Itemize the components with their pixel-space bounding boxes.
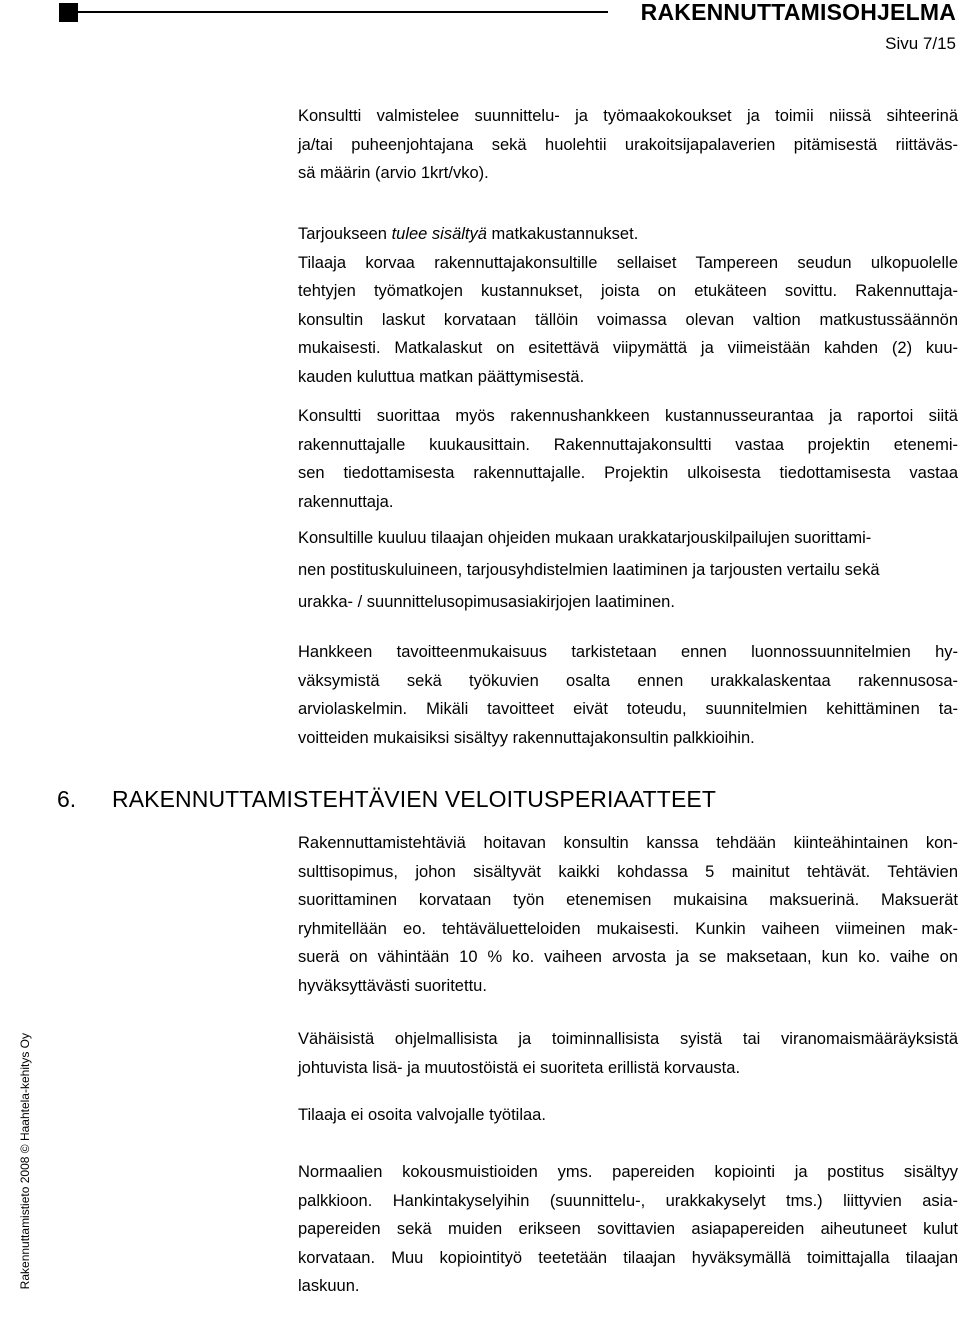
text-line: tehtyjen työmatkojen kustannukset, joista on etukäteen sovittu. Rakennuttaja- <box>298 282 958 300</box>
text-line: väksymistä sekä työkuvien osalta ennen urakkalaskentaa rakennusosa- <box>298 671 958 690</box>
text-line: nen postituskuluineen, tarjousyhdistelmien laatiminen ja tarjousten vertailu sekä <box>298 561 880 579</box>
paragraph-meetings <box>298 102 958 188</box>
text-line: hyväksyttävästi suoritettu. <box>298 976 487 995</box>
italic-text: tulee sisältyä <box>391 225 487 243</box>
text-line: sä määrin (arvio 1krt/vko). <box>298 164 489 182</box>
page-number: Sivu 7/15 <box>885 34 956 53</box>
copyright-side-text: Rakennuttamistieto 2008 © Haahtela-kehitys Oy <box>18 1033 32 1290</box>
text-line: korvataan. Muu kopiointityö teetetään tilaajan hyväksymällä toimittajalla tilaajan <box>298 1248 958 1267</box>
text-run: Tarjoukseen <box>298 225 392 243</box>
text-line: suorittaminen korvataan työn etenemisen mukaisina maksuerinä. Maksuerät <box>298 891 958 909</box>
paragraph-tendering <box>298 522 958 618</box>
text-line: voitteiden mukaisiksi sisältyy rakennuttajakonsultin palkkioihin. <box>298 728 755 747</box>
text-line: Rakennuttamistehtäviä hoitavan konsultin kanssa tehdään kiinteähintainen kon- <box>298 834 958 852</box>
paragraph-workspace <box>298 1101 958 1130</box>
text-line: urakka- / suunnittelusopimusasiakirjojen laatiminen. <box>298 593 675 611</box>
text-line: Normaalien kokousmuistioiden yms. papereiden kopiointi ja postitus sisältyy <box>298 1163 958 1181</box>
text-line: sulttisopimus, johon sisältyvät kaikki kohdassa 5 mainitut tehtävät. Tehtävien <box>298 862 958 881</box>
text-run: matkakustannukset. <box>486 225 639 243</box>
text-line: Hankkeen tavoitteenmukaisuus tarkistetaan ennen luonnossuunnitelmien hy- <box>298 643 958 661</box>
header-square-mark <box>59 3 78 22</box>
text-line: Vähäisistä ohjelmallisista ja toiminnallisista syistä tai viranomaismääräyksistä <box>298 1030 958 1048</box>
text-line: ja/tai puheenjohtajana sekä huolehtii urakoitsijapalaverien pitämisestä riittäväs- <box>298 135 958 154</box>
section-title: RAKENNUTTAMISTEHTÄVIEN VELOITUSPERIAATTEET <box>112 786 716 812</box>
text-line: palkkioon. Hankintakyselyihin (suunnittelu-, urakkakyselyt tms.) liittyvien asia- <box>298 1191 958 1210</box>
text-line: Tilaaja korvaa rakennuttajakonsultille sellaiset Tampereen seudun ulkopuolelle <box>298 253 958 272</box>
text-line: Tilaaja ei osoita valvojalle työtilaa. <box>298 1106 546 1124</box>
paragraph-minor-changes <box>298 1025 958 1082</box>
paragraph-copying <box>298 1158 958 1301</box>
document-title: RAKENNUTTAMISOHJELMA <box>640 0 956 25</box>
paragraph-fixed-price <box>298 829 958 1000</box>
section-number: 6. <box>57 786 77 812</box>
text-line: papereiden sekä muiden erikseen sovittavien asiapapereiden aiheutuneet kulut <box>298 1220 958 1238</box>
text-line: arviolaskelmin. Mikäli tavoitteet eivät toteudu, suunnitelmien kehittäminen ta- <box>298 700 958 718</box>
text-line: kauden kuluttua matkan päättymisestä. <box>298 367 585 386</box>
text-line: rakennuttajalle kuukausittain. Rakennuttajakonsultti vastaa projektin etenemi- <box>298 435 958 454</box>
paragraph-travel-costs <box>298 220 958 391</box>
text-line: johtuvista lisä- ja muutostöistä ei suoriteta erillistä korvausta. <box>298 1058 741 1077</box>
text-line: Konsultti valmistelee suunnittelu- ja työmaakokoukset ja toimii niissä sihteerinä <box>298 107 958 125</box>
text-line: rakennuttaja. <box>298 492 394 511</box>
text-line <box>298 220 958 249</box>
text-line: konsultin laskut korvataan tällöin voimassa olevan valtion matkustussäännön <box>298 310 958 329</box>
text-line: Konsultille kuuluu tilaajan ohjeiden mukaan urakkatarjouskilpailujen suorittami- <box>298 529 872 547</box>
text-line: Konsultti suorittaa myös rakennushankkeen kustannusseurantaa ja raportoi siitä <box>298 407 958 425</box>
text-line: sen tiedottamisesta rakennuttajalle. Projektin ulkoisesta tiedottamisesta vastaa <box>298 464 958 482</box>
paragraph-target-check <box>298 638 958 752</box>
paragraph-cost-monitoring <box>298 402 958 516</box>
header-rule <box>78 11 608 13</box>
text-line: suerä on vähintään 10 % ko. vaiheen arvosta ja se maksetaan, kun ko. vaihe on <box>298 948 958 966</box>
text-line: laskuun. <box>298 1277 360 1295</box>
text-line: mukaisesti. Matkalaskut on esitettävä viipymättä ja viimeistään kahden (2) kuu- <box>298 339 958 357</box>
text-line: ryhmitellään eo. tehtäväluetteloiden mukaisesti. Kunkin vaiheen viimeinen mak- <box>298 919 958 938</box>
